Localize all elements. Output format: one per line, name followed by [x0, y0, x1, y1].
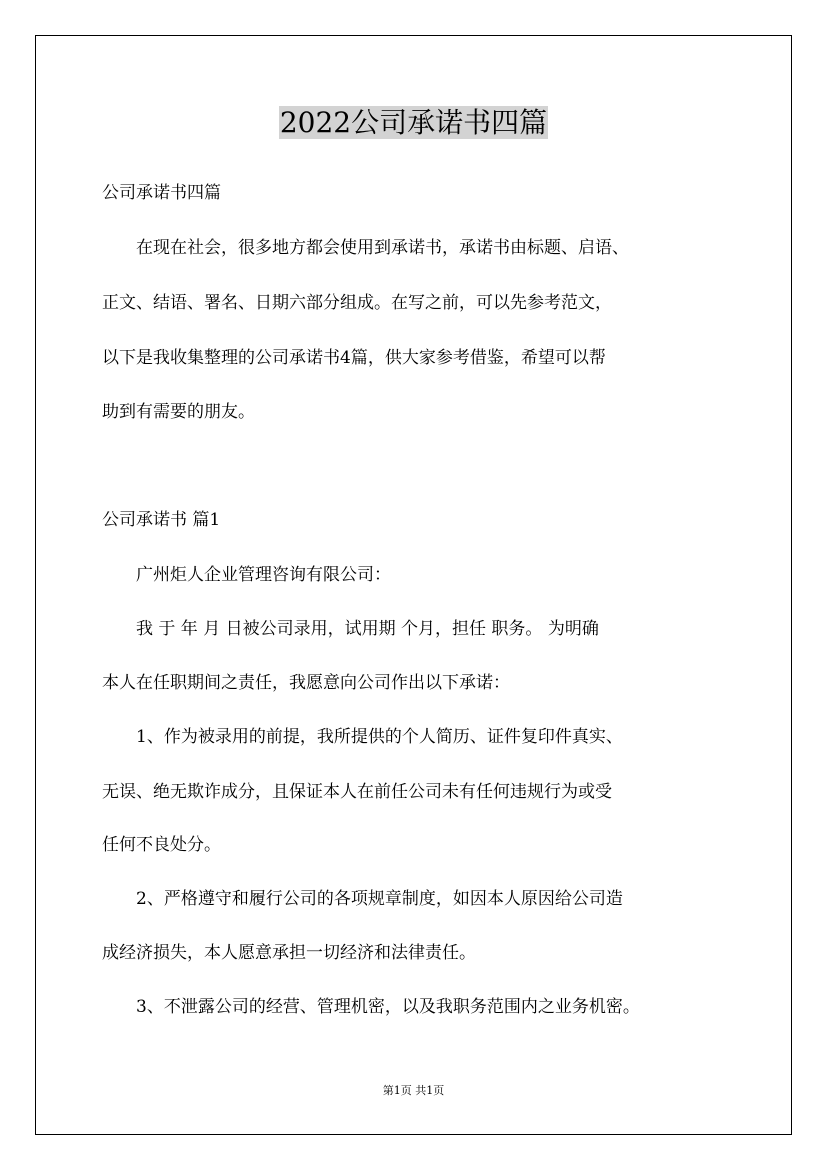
paragraph-line: 我 于 年 月 日被公司录用，试用期 个月，担任 职务。 为明确 [102, 619, 599, 639]
paragraph-line: 在现在社会，很多地方都会使用到承诺书，承诺书由标题、启语、 [102, 238, 629, 258]
paragraph-line: 正文、结语、署名、日期六部分组成。在写之前，可以先参考范文， [102, 293, 612, 313]
paragraph-line: 本人在任职期间之责任，我愿意向公司作出以下承诺： [102, 673, 510, 693]
paragraph-line: 3、不泄露公司的经营、管理机密，以及我职务范围内之业务机密。 [102, 997, 640, 1017]
paragraph-line: 成经济损失，本人愿意承担一切经济和法律责任。 [102, 943, 476, 963]
paragraph-line: 1、作为被录用的前提，我所提供的个人简历、证件复印件真实、 [102, 727, 623, 747]
section-heading: 公司承诺书 篇1 [102, 510, 221, 530]
paragraph-line: 以下是我收集整理的公司承诺书4篇，供大家参考借鉴，希望可以帮 [102, 348, 606, 368]
paragraph-line: 2、严格遵守和履行公司的各项规章制度，如因本人原因给公司造 [102, 889, 623, 909]
document-title: 2022公司承诺书四篇 [279, 106, 548, 139]
paragraph-line: 广州炬人企业管理咨询有限公司： [102, 565, 391, 585]
paragraph-line: 助到有需要的朋友。 [102, 402, 255, 422]
paragraph-line: 无误、绝无欺诈成分，且保证本人在前任公司未有任何违规行为或受 [102, 782, 612, 802]
paragraph-line: 任何不良处分。 [102, 835, 221, 855]
page-footer: 第1页 共1页 [382, 1084, 445, 1097]
section-heading: 公司承诺书四篇 [102, 183, 221, 203]
